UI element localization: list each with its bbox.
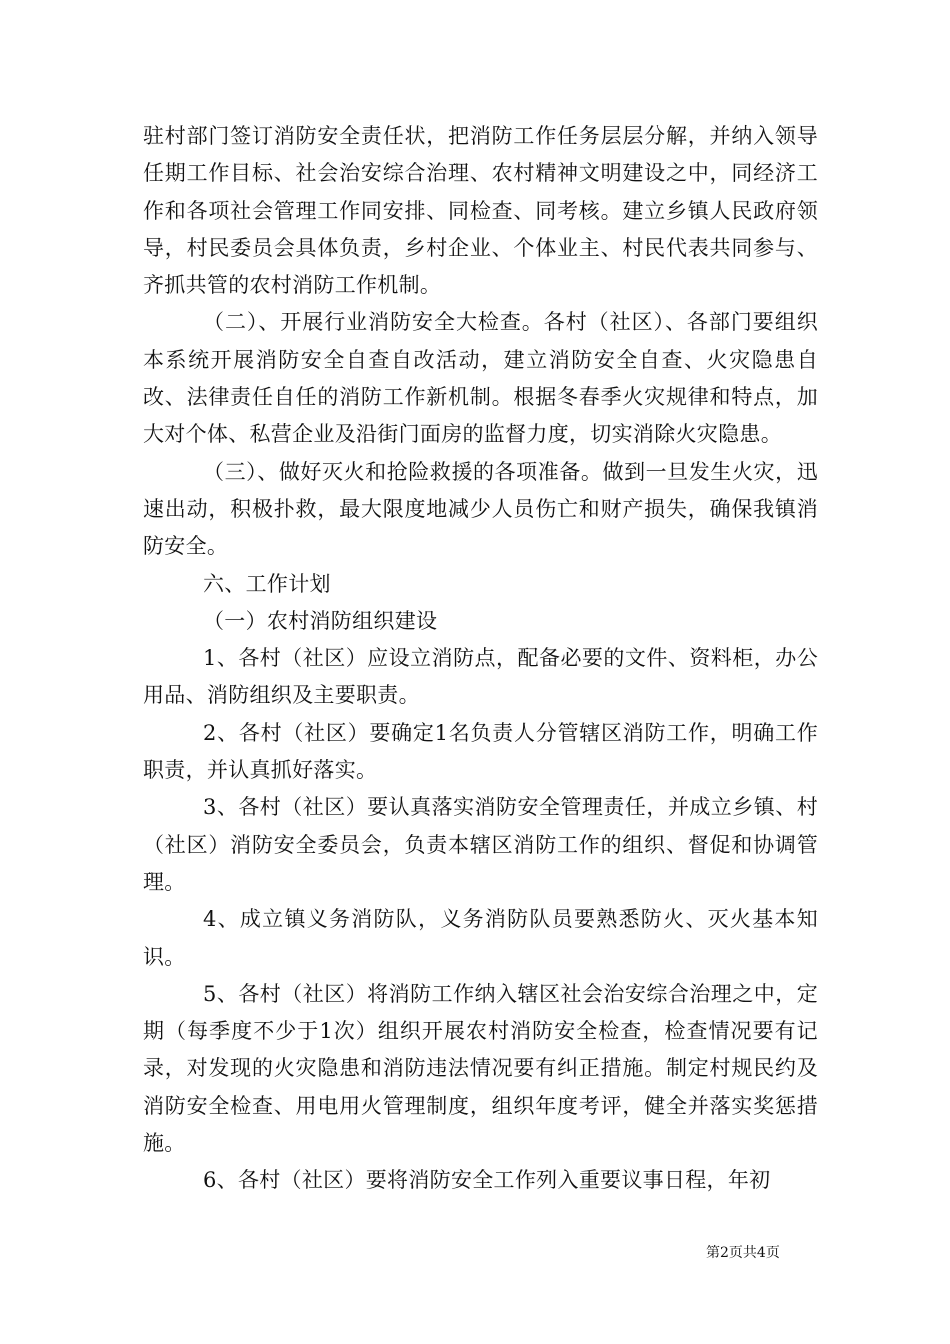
paragraph-rescue-preparation: （三）、做好灭火和抢险救援的各项准备。做到一旦发生火灾，迅速出动，积极扑救，最大限度地减少人员伤亡和财产损失，确保我镇消防安全。: [143, 459, 818, 559]
list-item-responsible-person: 2、各村（社区）要确定1名负责人分管辖区消防工作，明确工作职责，并认真抓好落实。: [143, 720, 818, 783]
document-body: [143, 118, 818, 1200]
list-item-fire-point: 1、各村（社区）应设立消防点，配备必要的文件、资料柜，办公用品、消防组织及主要职责。: [143, 646, 818, 708]
list-item-agenda: 6、各村（社区）要将消防安全工作列入重要议事日程，年初: [203, 1168, 771, 1193]
paragraph-industry-inspection: （二）、开展行业消防安全大检查。各村（社区）、各部门要组织本系统开展消防安全自查自改活动，建立消防安全自查、火灾隐患自改、法律责任自任的消防工作新机制。根据冬春季火灾规律和特点，加大对个体、私营企业及沿街门面房的监督力度，切实消除火灾隐患。: [143, 310, 818, 447]
subsection-heading-organization: （一）农村消防组织建设: [203, 608, 438, 633]
list-item-inspection: 5、各村（社区）将消防工作纳入辖区社会治安综合治理之中，定期（每季度不少于1次）组织开展农村消防安全检查，检查情况要有记录，对发现的火灾隐患和消防违法情况要有纠正措施。制定村规民约及消防安全检查、用电用火管理制度，组织年度考评，健全并落实奖惩措施。: [143, 981, 818, 1156]
list-item-volunteer-team: 4、成立镇义务消防队，义务消防队员要熟悉防火、灭火基本知识。: [143, 907, 818, 969]
list-item-safety-committee: 3、各村（社区）要认真落实消防安全管理责任，并成立乡镇、村（社区）消防安全委员会，负责本辖区消防工作的组织、督促和协调管理。: [143, 795, 818, 894]
page-number-footer: 第2页共4页: [706, 1245, 780, 1261]
section-heading-work-plan: 六、工作计划: [203, 571, 331, 596]
paragraph-continued-responsibility: 驻村部门签订消防安全责任状，把消防工作任务层层分解，并纳入领导任期工作目标、社会治安综合治理、农村精神文明建设之中，同经济工作和各项社会管理工作同安排、同检查、同考核。建立乡镇人民政府领导，村民委员会具体负责，乡村企业、个体业主、村民代表共同参与、齐抓共管的农村消防工作机制。: [143, 124, 818, 298]
